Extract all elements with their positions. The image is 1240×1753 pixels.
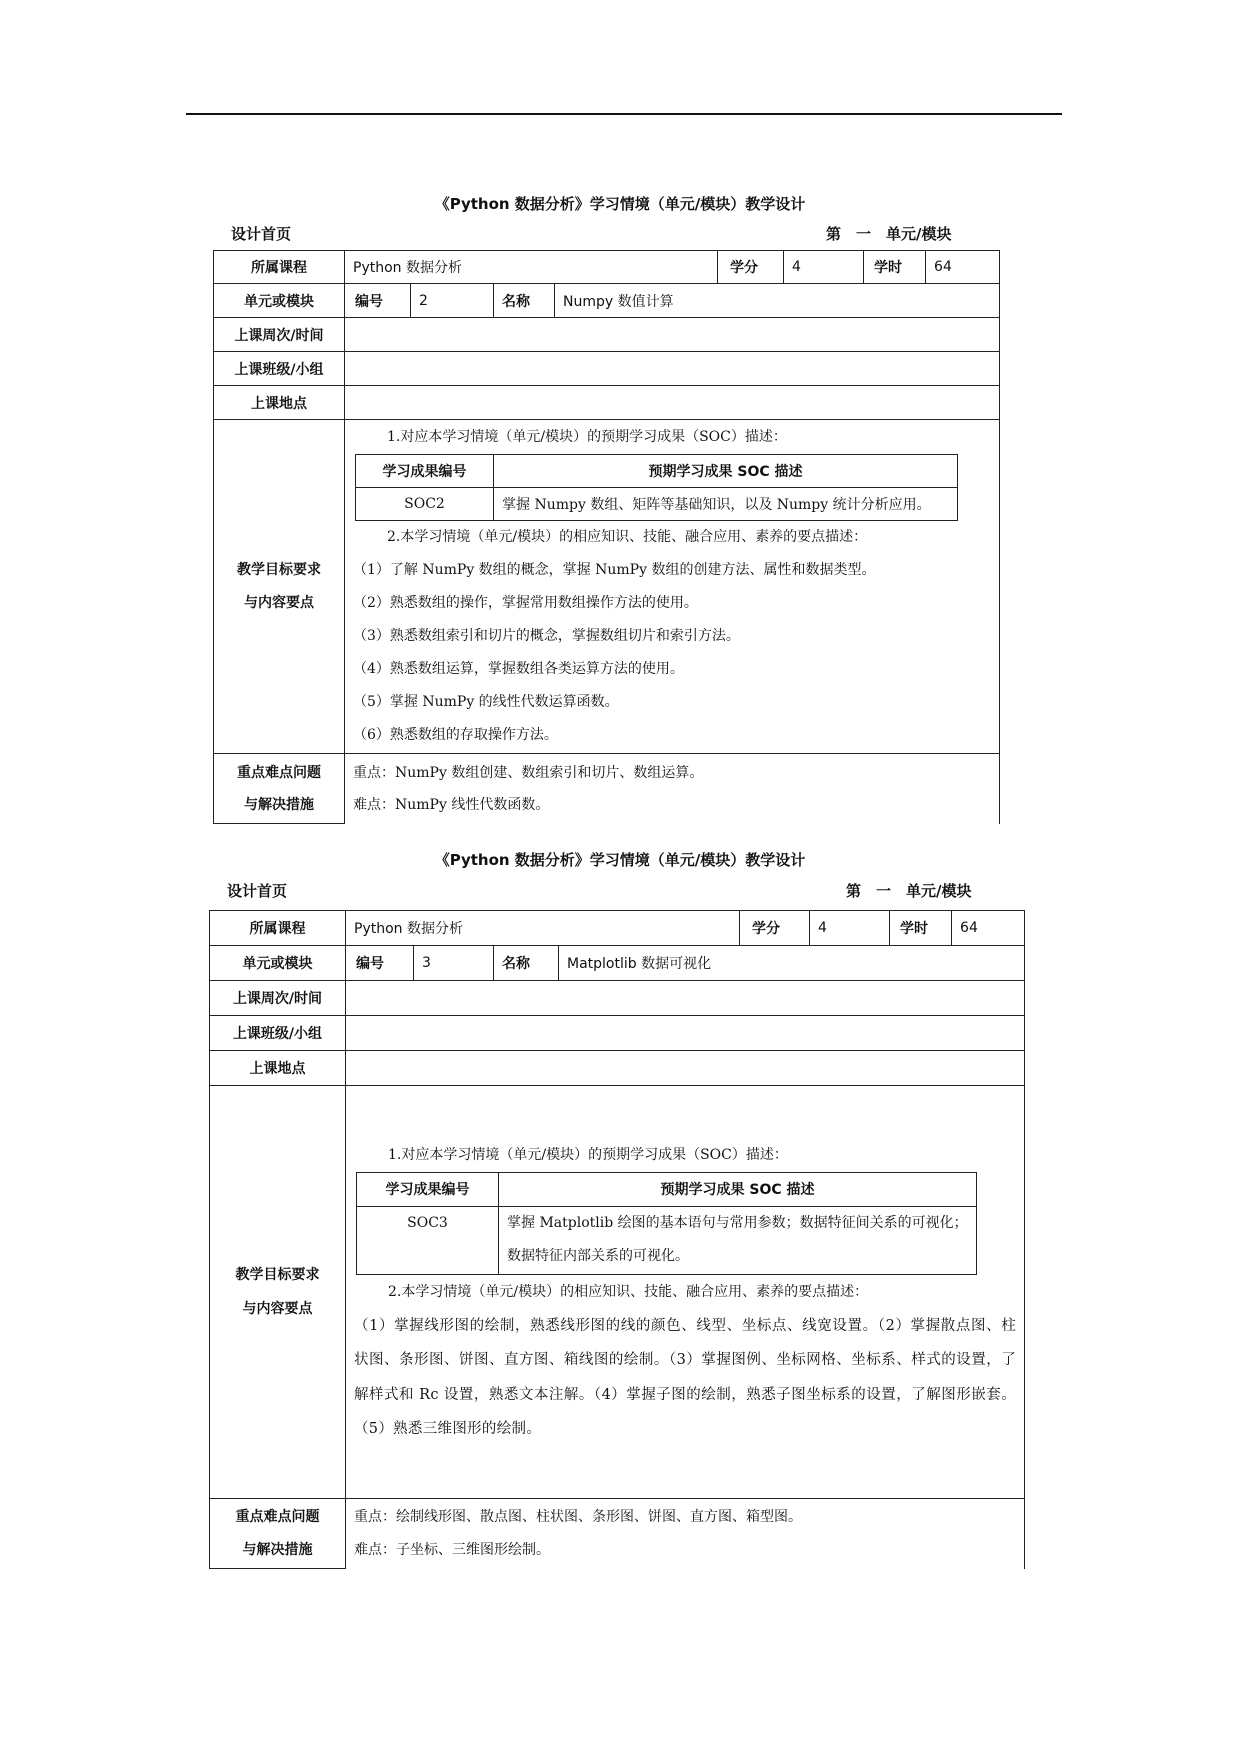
- card2-soc-header-desc: 预期学习成果 SOC 描述: [499, 1172, 977, 1206]
- card2-soc-header-code: 学习成果编号: [357, 1172, 499, 1206]
- card1-goals-label: [214, 420, 345, 754]
- card1-soc-code: SOC2: [356, 488, 494, 521]
- card2-code-label: 编号: [346, 946, 414, 981]
- card1-soc-header-code: 学习成果编号: [356, 455, 494, 488]
- card1-point-6: （6）熟悉数组的存取操作方法。: [353, 727, 558, 743]
- card2-goals-label: [210, 1086, 346, 1499]
- card1-point-4: （4）熟悉数组运算，掌握数组各类运算方法的使用。: [353, 661, 684, 677]
- card1-table: [213, 250, 1000, 824]
- card1-unit-label: 单元或模块: [214, 284, 345, 318]
- card1-goals-label-2: 与内容要点: [244, 594, 314, 611]
- card1-title: 《Python 数据分析》学习情境（单元/模块）教学设计: [434, 195, 806, 213]
- card1-soc-table: [355, 454, 958, 521]
- card2-goals-content: [346, 1086, 1025, 1499]
- card2-class-label: 上课班级/小组: [210, 1016, 346, 1051]
- card2-difficulty: 难点：子坐标、三维图形绘制。: [354, 1541, 550, 1558]
- card1-place-label: 上课地点: [214, 386, 345, 420]
- card2-code-value: 3: [414, 946, 494, 981]
- card1-keypoints-label-1: 重点难点问题: [237, 764, 321, 781]
- card2-design-home: 设计首页: [227, 882, 288, 900]
- card2-course-label: 所属课程: [210, 911, 346, 946]
- card1-hours-value: 64: [926, 251, 1000, 284]
- card1-point-1: （1）了解 NumPy 数组的概念，掌握 NumPy 数组的创建方法、属性和数据类型。: [353, 562, 876, 578]
- card1-unit-number: 第 一 单元/模块: [826, 225, 952, 243]
- card1-points-intro: 2.本学习情境（单元/模块）的相应知识、技能、融合应用、素养的要点描述：: [387, 529, 868, 545]
- card1-key-point: 重点：NumPy 数组创建、数组索引和切片、数组运算。: [353, 764, 704, 781]
- card2-credit-value: 4: [810, 911, 890, 946]
- card2-name-label: 名称: [494, 946, 559, 981]
- card2-soc-code: SOC3: [357, 1206, 499, 1274]
- card2-soc-desc: 掌握 Matplotlib 绘图的基本语句与常用参数；数据特征间关系的可视化；数据特征内部关系的可视化。: [499, 1206, 977, 1274]
- card1-name-label: 名称: [494, 284, 555, 318]
- card1-week-label: 上课周次/时间: [214, 318, 345, 352]
- card2-table: [209, 910, 1025, 1569]
- card1-keypoints-content: [345, 754, 1000, 824]
- card2-keypoints-label-2: 与解决措施: [242, 1541, 313, 1558]
- card1-course-value: Python 数据分析: [345, 251, 718, 284]
- card1-course-label: 所属课程: [214, 251, 345, 284]
- card2-unit-number: 第 一 单元/模块: [846, 882, 972, 900]
- card2-goals-label-2: 与内容要点: [242, 1301, 313, 1317]
- card2-unit-label: 单元或模块: [210, 946, 346, 981]
- card2-course-value: Python 数据分析: [346, 911, 740, 946]
- card2-credit-label: 学分: [740, 911, 810, 946]
- card2-soc-intro: 1.对应本学习情境（单元/模块）的预期学习成果（SOC）描述：: [388, 1146, 788, 1163]
- card2-class-value: [346, 1016, 1025, 1051]
- card1-point-2: （2）熟悉数组的操作，掌握常用数组操作方法的使用。: [353, 595, 698, 611]
- card1-soc-header-desc: 预期学习成果 SOC 描述: [494, 455, 958, 488]
- card2-keypoints-label: [210, 1499, 346, 1569]
- card2-points-intro: 2.本学习情境（单元/模块）的相应知识、技能、融合应用、素养的要点描述：: [388, 1283, 869, 1300]
- card2-points-paragraph: （1）掌握线形图的绘制，熟悉线形图的线的颜色、线型、坐标点、线宽设置。（2）掌握散点图、柱状图、条形图、饼图、直方图、箱线图的绘制。（3）掌握图例、坐标网格、坐标系、样式的设置，了解样式和 Rc 设置，熟悉文本注解。（4）掌握子图的绘制，熟悉子图坐标系的设置，了解图形嵌套。（5）熟悉三维图形的绘制。: [354, 1317, 1017, 1437]
- card1-credit-label: 学分: [718, 251, 784, 284]
- card2-title: 《Python 数据分析》学习情境（单元/模块）教学设计: [434, 851, 806, 869]
- card1-difficulty: 难点：NumPy 线性代数函数。: [353, 796, 550, 813]
- card2-week-label: 上课周次/时间: [210, 981, 346, 1016]
- card2-soc-table: [356, 1172, 977, 1275]
- card1-hours-label: 学时: [864, 251, 926, 284]
- card2-unit-name: Matplotlib 数据可视化: [559, 946, 1025, 981]
- card1-point-3: （3）熟悉数组索引和切片的概念，掌握数组切片和索引方法。: [353, 628, 740, 644]
- card1-class-label: 上课班级/小组: [214, 352, 345, 386]
- card2-hours-value: 64: [952, 911, 1025, 946]
- card1-code-label: 编号: [345, 284, 411, 318]
- card1-keypoints-label-2: 与解决措施: [244, 796, 314, 813]
- card1-place-value: [345, 386, 1000, 420]
- card1-class-value: [345, 352, 1000, 386]
- card1-goals-content: [345, 420, 1000, 754]
- card2-week-value: [346, 981, 1025, 1016]
- card1-soc-intro: 1.对应本学习情境（单元/模块）的预期学习成果（SOC）描述：: [387, 429, 787, 445]
- card2-place-label: 上课地点: [210, 1051, 346, 1086]
- card1-unit-name: Numpy 数值计算: [555, 284, 1000, 318]
- card2-place-value: [346, 1051, 1025, 1086]
- card1-soc-desc: 掌握 Numpy 数组、矩阵等基础知识，以及 Numpy 统计分析应用。: [494, 488, 958, 521]
- card1-design-home: 设计首页: [231, 225, 292, 243]
- card1-goals-label-1: 教学目标要求: [237, 561, 321, 578]
- card1-week-value: [345, 318, 1000, 352]
- page-header-rule: [186, 113, 1062, 115]
- card1-credit-value: 4: [784, 251, 864, 284]
- card2-keypoints-content: [346, 1499, 1025, 1569]
- card2-goals-label-1: 教学目标要求: [235, 1267, 320, 1283]
- card1-code-value: 2: [411, 284, 494, 318]
- card1-point-5: （5）掌握 NumPy 的线性代数运算函数。: [353, 694, 619, 710]
- card2-hours-label: 学时: [890, 911, 952, 946]
- card1-keypoints-label: [214, 754, 345, 824]
- card2-key-point: 重点：绘制线形图、散点图、柱状图、条形图、饼图、直方图、箱型图。: [354, 1508, 802, 1525]
- card2-keypoints-label-1: 重点难点问题: [235, 1508, 320, 1525]
